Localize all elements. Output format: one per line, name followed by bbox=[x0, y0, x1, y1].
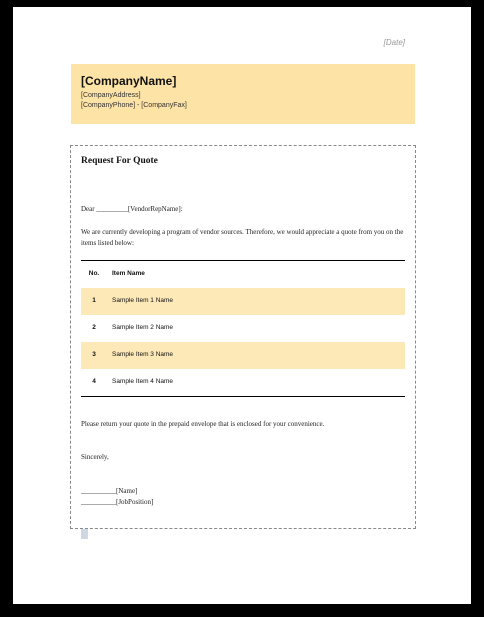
item-number: 3 bbox=[92, 351, 96, 358]
rfq-content-box bbox=[70, 145, 416, 529]
salutation[interactable]: Dear _________[VendorRepName]: bbox=[81, 205, 183, 213]
company-name[interactable]: [CompanyName] bbox=[81, 74, 177, 88]
intro-paragraph: We are currently developing a program of vendor sources. Therefore, we would appreciate a quote from you on the items listed below: bbox=[81, 228, 404, 247]
table-header-row bbox=[81, 261, 405, 288]
company-header bbox=[71, 64, 415, 124]
table-row bbox=[81, 288, 405, 315]
items-table bbox=[81, 260, 405, 397]
item-name[interactable]: Sample Item 3 Name bbox=[112, 351, 174, 358]
table-row bbox=[81, 369, 405, 396]
item-name[interactable]: Sample Item 1 Name bbox=[112, 297, 174, 304]
item-number: 1 bbox=[92, 297, 96, 304]
paragraph-anchor-marker bbox=[81, 529, 88, 539]
date-field[interactable]: [Date] bbox=[383, 38, 405, 47]
company-phone-fax[interactable]: [CompanyPhone] - [CompanyFax] bbox=[81, 102, 187, 109]
table-row bbox=[81, 315, 405, 342]
closing-paragraph: Please return your quote in the prepaid envelope that is enclosed for your convenience. bbox=[81, 420, 325, 428]
item-name[interactable]: Sample Item 4 Name bbox=[112, 378, 174, 385]
document-page bbox=[13, 7, 471, 604]
column-header-item-name: Item Name bbox=[112, 270, 145, 277]
rfq-title: Request For Quote bbox=[81, 156, 158, 166]
signoff: Sincerely, bbox=[81, 453, 109, 461]
company-address[interactable]: [CompanyAddress] bbox=[81, 92, 141, 99]
item-name[interactable]: Sample Item 2 Name bbox=[112, 324, 174, 331]
column-header-no: No. bbox=[88, 270, 100, 277]
signature-position[interactable]: __________[JobPosition] bbox=[81, 498, 154, 506]
item-number: 2 bbox=[92, 324, 96, 331]
table-row bbox=[81, 342, 405, 369]
item-number: 4 bbox=[92, 378, 96, 385]
signature-name[interactable]: __________[Name] bbox=[81, 487, 138, 495]
